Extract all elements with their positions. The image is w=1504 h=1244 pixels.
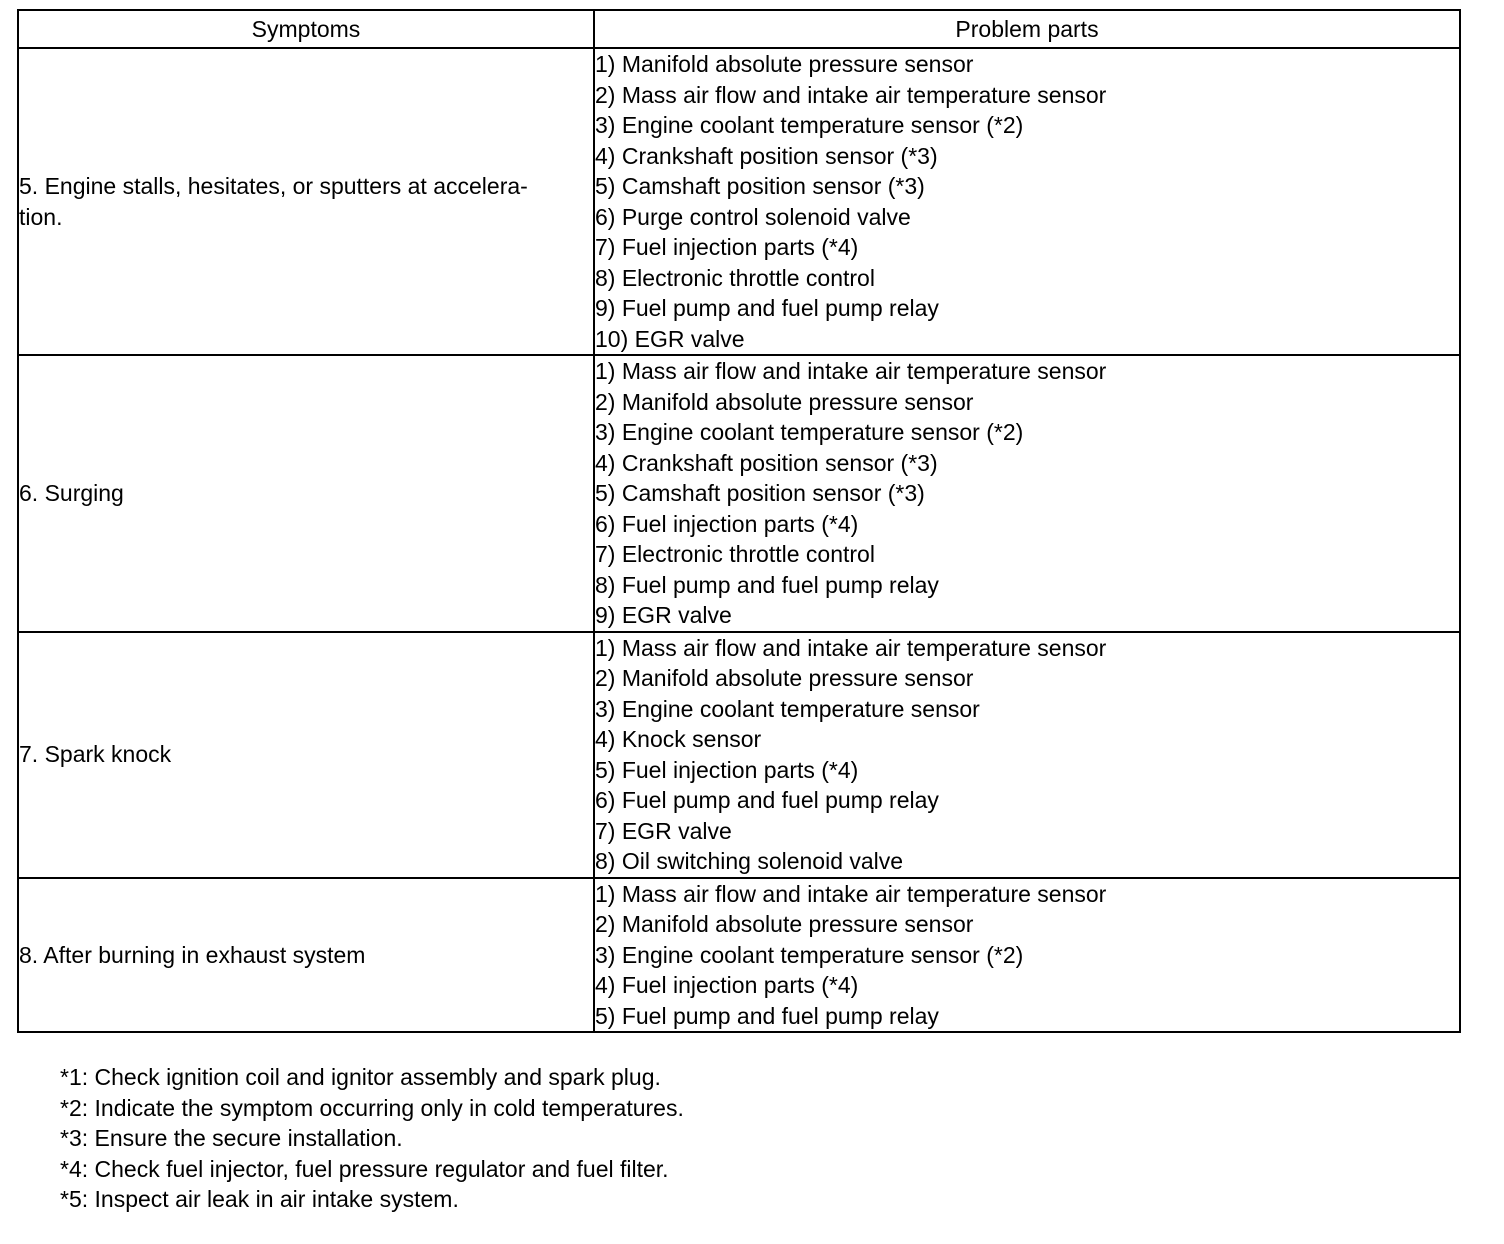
symptom-text-line: 5. Engine stalls, hesitates, or sputters at accelera- <box>19 173 528 199</box>
symptom-cell: 8. After burning in exhaust system <box>18 878 594 1033</box>
list-item: 1) Mass air flow and intake air temperature sensor <box>595 880 1107 907</box>
header-problem-parts: Problem parts <box>594 10 1460 48</box>
list-item: 5) Camshaft position sensor (*3) <box>595 173 925 199</box>
list-item: 5) Fuel pump and fuel pump relay <box>595 1002 939 1029</box>
footnote: *5: Inspect air leak in air intake system. <box>60 1186 459 1212</box>
symptom-table <box>17 9 1461 1033</box>
table-row <box>18 355 1460 632</box>
footnotes <box>60 1062 684 1215</box>
list-item: 4) Knock sensor <box>595 726 762 752</box>
problem-parts-cell <box>594 632 1460 878</box>
list-item: 4) Crankshaft position sensor (*3) <box>595 142 938 169</box>
list-item: 4) Fuel injection parts (*4) <box>595 972 859 998</box>
symptom-table-container <box>17 9 1461 1033</box>
list-item: 3) Engine coolant temperature sensor (*2) <box>595 112 1024 138</box>
problem-parts-cell <box>594 878 1460 1033</box>
list-item: 7) Fuel injection parts (*4) <box>595 234 859 260</box>
header-symptoms: Symptoms <box>18 10 594 48</box>
list-item: 9) Fuel pump and fuel pump relay <box>595 295 939 321</box>
symptom-text-line: tion. <box>19 203 63 230</box>
symptom-cell: 6. Surging <box>18 355 594 632</box>
list-item: 1) Mass air flow and intake air temperature sensor <box>595 358 1107 384</box>
problem-parts-cell <box>594 48 1460 355</box>
list-item: 4) Crankshaft position sensor (*3) <box>595 449 938 476</box>
table-row <box>18 878 1460 1033</box>
table-row <box>18 48 1460 355</box>
list-item: 3) Engine coolant temperature sensor (*2) <box>595 941 1024 968</box>
list-item: 8) Fuel pump and fuel pump relay <box>595 571 939 598</box>
list-item: 8) Oil switching solenoid valve <box>595 848 904 874</box>
list-item: 5) Camshaft position sensor (*3) <box>595 480 925 506</box>
list-item: 2) Mass air flow and intake air temperature sensor <box>595 81 1107 108</box>
list-item: 2) Manifold absolute pressure sensor <box>595 911 974 937</box>
list-item: 1) Manifold absolute pressure sensor <box>595 51 974 77</box>
symptom-cell <box>18 48 594 355</box>
list-item: 8) Electronic throttle control <box>595 264 875 291</box>
footnote: *4: Check fuel injector, fuel pressure regulator and fuel filter. <box>60 1155 669 1182</box>
list-item: 7) Electronic throttle control <box>595 541 875 567</box>
footnote: *1: Check ignition coil and ignitor assembly and spark plug. <box>60 1064 661 1090</box>
symptom-cell: 7. Spark knock <box>18 632 594 878</box>
list-item: 9) EGR valve <box>595 602 732 628</box>
list-item: 6) Purge control solenoid valve <box>595 203 911 230</box>
list-item: 5) Fuel injection parts (*4) <box>595 756 859 783</box>
list-item: 10) EGR valve <box>595 325 745 352</box>
list-item: 7) EGR valve <box>595 817 732 844</box>
footnote: *2: Indicate the symptom occurring only in cold temperatures. <box>60 1094 684 1121</box>
list-item: 1) Mass air flow and intake air temperature sensor <box>595 634 1107 661</box>
table-row <box>18 632 1460 878</box>
footnote: *3: Ensure the secure installation. <box>60 1125 403 1151</box>
list-item: 2) Manifold absolute pressure sensor <box>595 665 974 691</box>
table-header-row <box>18 10 1460 48</box>
list-item: 3) Engine coolant temperature sensor (*2) <box>595 419 1024 445</box>
list-item: 2) Manifold absolute pressure sensor <box>595 388 974 415</box>
list-item: 6) Fuel pump and fuel pump relay <box>595 787 939 813</box>
list-item: 3) Engine coolant temperature sensor <box>595 695 980 722</box>
list-item: 6) Fuel injection parts (*4) <box>595 510 859 537</box>
problem-parts-cell <box>594 355 1460 632</box>
